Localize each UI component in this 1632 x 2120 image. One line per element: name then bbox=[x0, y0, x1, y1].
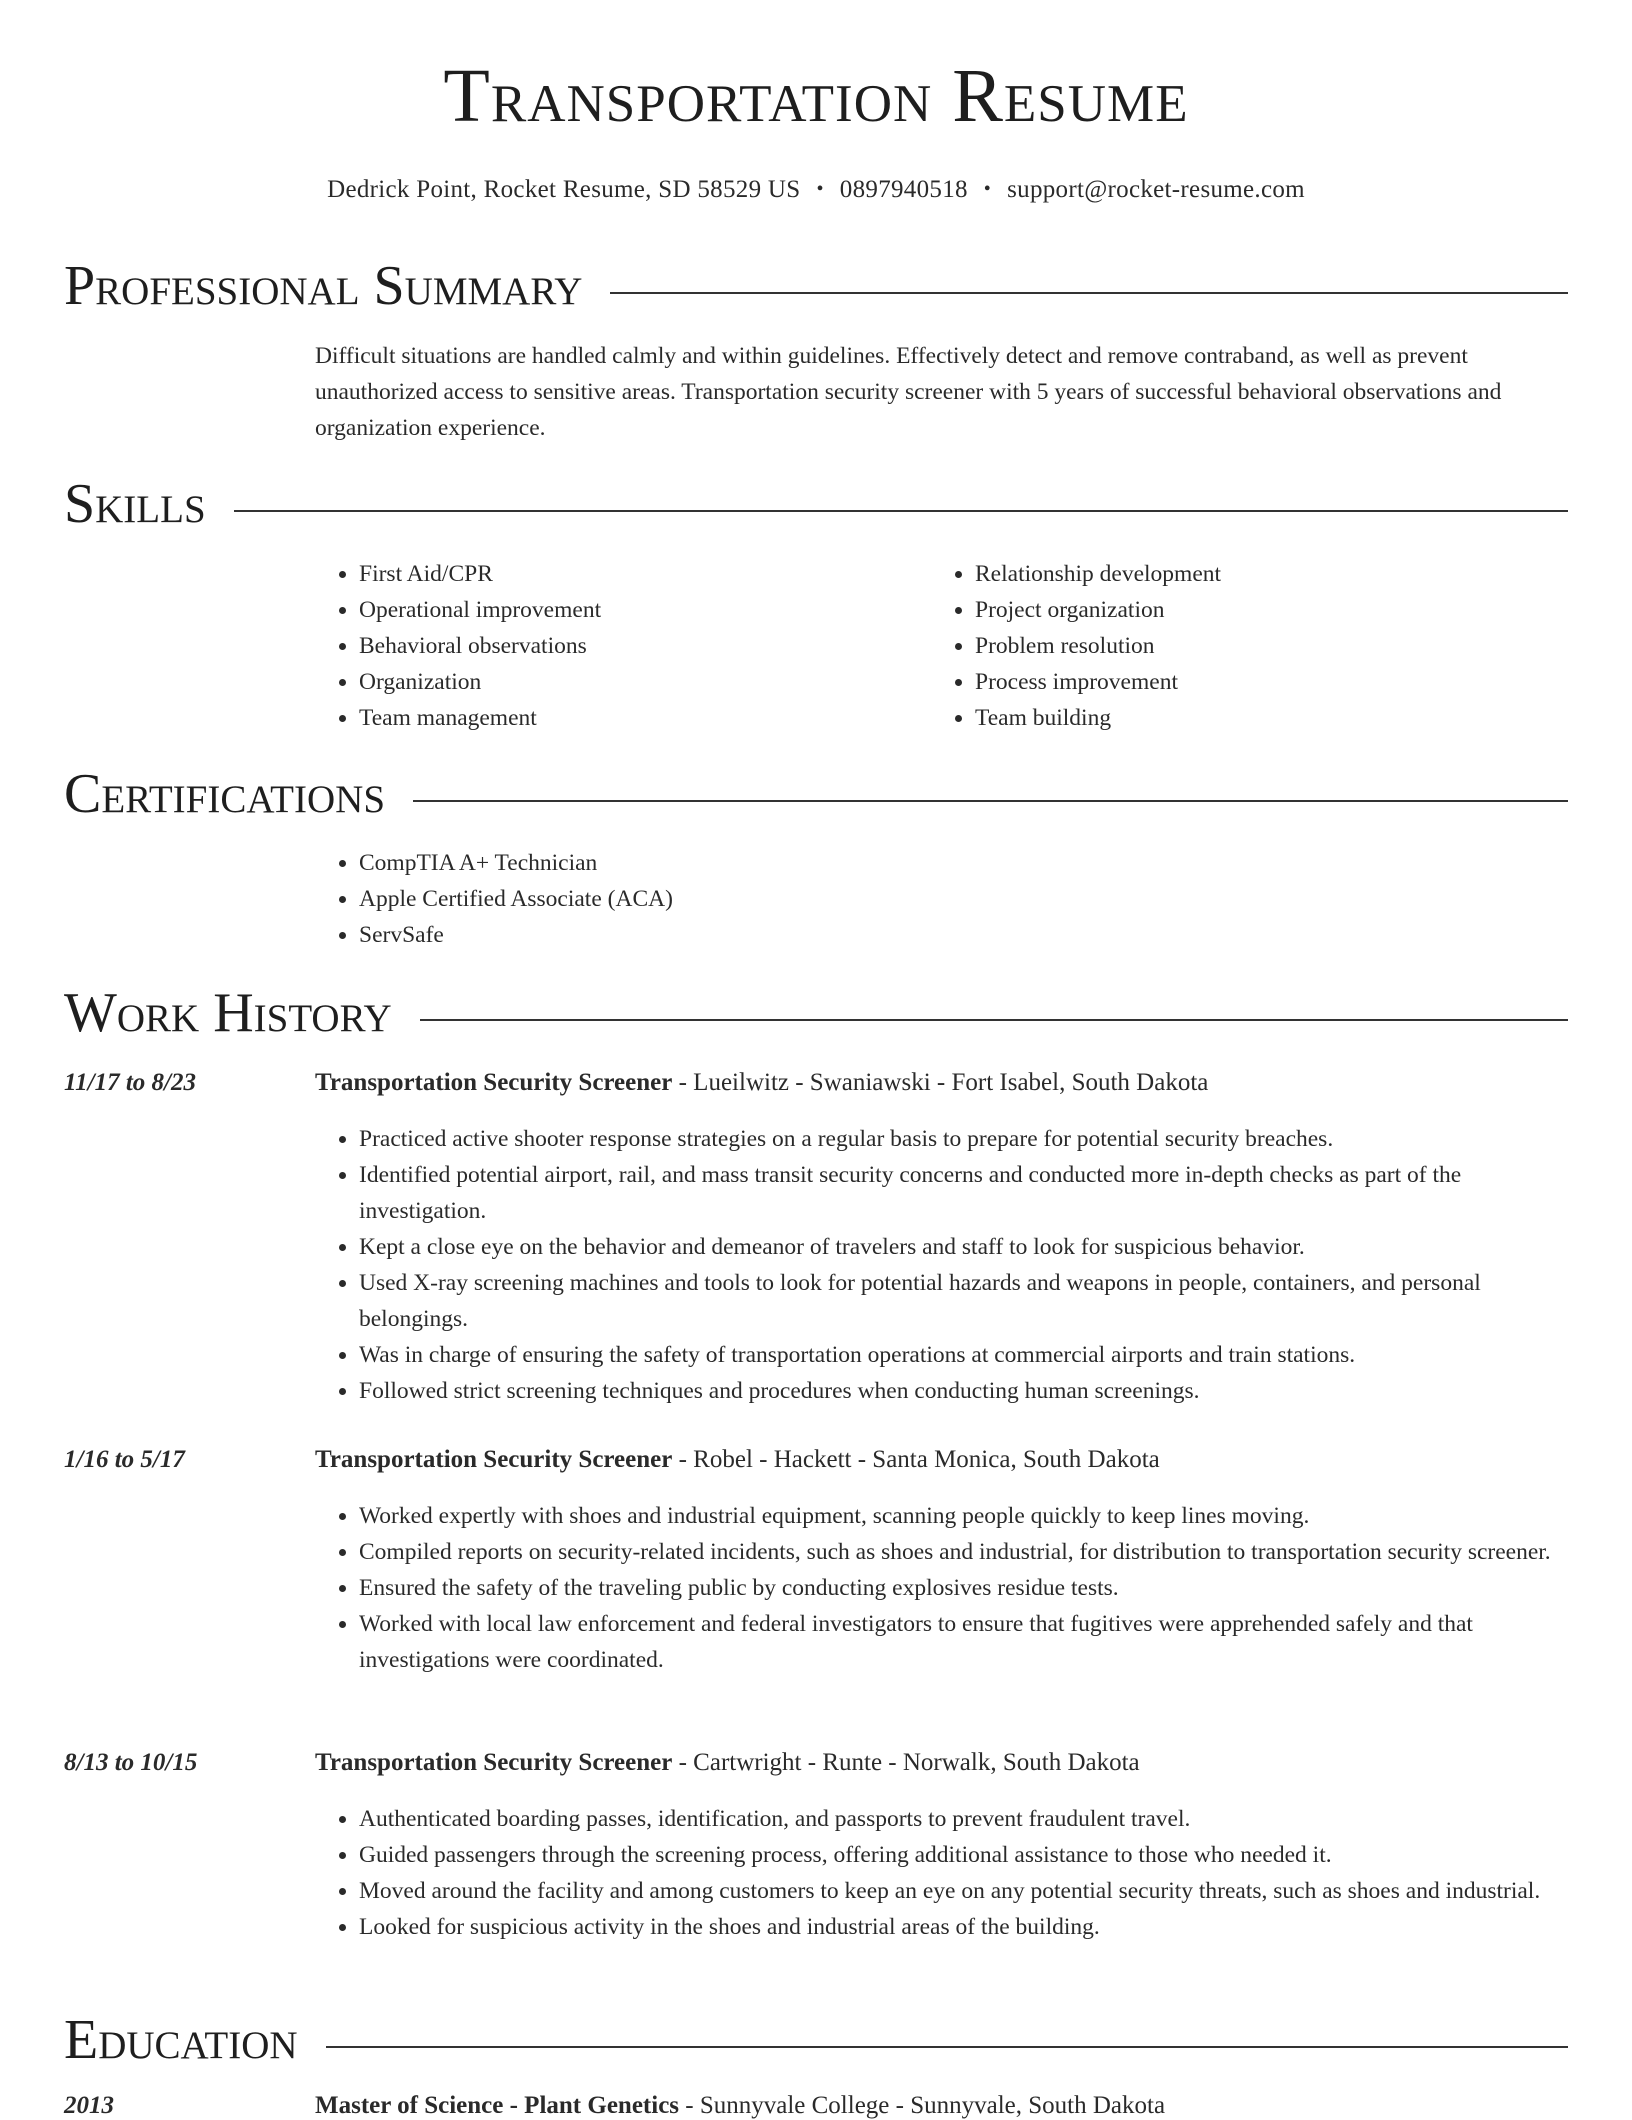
contact-separator: • bbox=[983, 178, 992, 200]
section-heading: Work History bbox=[64, 985, 420, 1041]
duty-item: • Worked with local law enforcement and federal investigators to ensure that fugitives were apprehended safely and that investigations were coordinated. bbox=[359, 1606, 1568, 1678]
duty-item: • Identified potential airport, rail, and mass transit security concerns and conducted more in-depth checks as part of the investigation. bbox=[359, 1157, 1568, 1229]
skill-item: • Team building bbox=[975, 700, 1491, 736]
section-skills bbox=[64, 470, 1568, 540]
summary-text: Difficult situations are handled calmly and within guidelines. Effectively detect and remove contraband, as well as prevent unauthorized access to sensitive areas. Transportation security screener with 5 years of successful behavioral observations and organization experience. bbox=[315, 343, 1502, 441]
section-certifications bbox=[64, 760, 1568, 830]
education-school: - Sunnyvale College - Sunnyvale, South Dakota bbox=[679, 2092, 1166, 2119]
section-professional-summary bbox=[64, 252, 1568, 322]
job-title: Transportation Security Screener bbox=[315, 1749, 673, 1776]
skill-item: • Problem resolution bbox=[975, 628, 1491, 664]
job-dates: 1/16 to 5/17 bbox=[64, 1446, 185, 1473]
duty-item: • Moved around the facility and among customers to keep an eye on any potential security threats, such as shoes and industrial. bbox=[359, 1873, 1568, 1909]
contact-address: Dedrick Point, Rocket Resume, SD 58529 US bbox=[327, 176, 801, 203]
duty-item: • Followed strict screening techniques and procedures when conducting human screenings. bbox=[359, 1373, 1568, 1409]
certification-item: • ServSafe bbox=[359, 917, 1515, 953]
job-duties bbox=[315, 1121, 1568, 1409]
duty-item: • Ensured the safety of the traveling public by conducting explosives residue tests. bbox=[359, 1570, 1568, 1606]
job-employer: - Robel - Hackett - Santa Monica, South Dakota bbox=[672, 1446, 1160, 1473]
education-dates: 2013 bbox=[64, 2092, 114, 2119]
skill-item: • Behavioral observations bbox=[359, 628, 875, 664]
certification-item: • Apple Certified Associate (ACA) bbox=[359, 881, 1515, 917]
duty-item: • Looked for suspicious activity in the shoes and industrial areas of the building. bbox=[359, 1909, 1568, 1945]
section-rule bbox=[64, 510, 1568, 512]
section-heading: Education bbox=[64, 2012, 326, 2068]
job-duties bbox=[315, 1498, 1568, 1678]
education-degree: Master of Science - Plant Genetics bbox=[315, 2092, 680, 2119]
skill-item: • Operational improvement bbox=[359, 592, 875, 628]
section-heading: Professional Summary bbox=[64, 258, 610, 314]
job-employer: - Cartwright - Runte - Norwalk, South Dakota bbox=[672, 1749, 1140, 1776]
contact-phone: 0897940518 bbox=[839, 176, 968, 203]
job-dates: 8/13 to 10/15 bbox=[64, 1749, 198, 1776]
duty-item: • Guided passengers through the screening process, offering additional assistance to those who needed it. bbox=[359, 1837, 1568, 1873]
skill-item: • Relationship development bbox=[975, 556, 1491, 592]
duty-item: • Used X-ray screening machines and tools to look for potential hazards and weapons in people, containers, and personal belongings. bbox=[359, 1265, 1568, 1337]
duty-item: • Practiced active shooter response strategies on a regular basis to prepare for potential security breaches. bbox=[359, 1121, 1568, 1157]
resume-title: Transportation Resume bbox=[443, 54, 1189, 138]
duty-item: • Kept a close eye on the behavior and demeanor of travelers and staff to look for suspicious behavior. bbox=[359, 1229, 1568, 1265]
job-dates: 11/17 to 8/23 bbox=[64, 1069, 196, 1096]
section-heading: Certifications bbox=[64, 766, 413, 822]
skill-item: • Project organization bbox=[975, 592, 1491, 628]
contact-line bbox=[0, 176, 1632, 204]
contact-separator: • bbox=[816, 178, 824, 200]
skill-item: • Team management bbox=[359, 700, 875, 736]
section-heading: Skills bbox=[64, 476, 234, 532]
job-headline bbox=[315, 1446, 1160, 1474]
section-work-history bbox=[64, 979, 1568, 1049]
duty-item: • Was in charge of ensuring the safety of transportation operations at commercial airports and train stations. bbox=[359, 1337, 1568, 1373]
contact-email: support@rocket-resume.com bbox=[1007, 176, 1305, 203]
skill-item: • First Aid/CPR bbox=[359, 556, 875, 592]
education-headline bbox=[315, 2092, 1165, 2120]
job-headline bbox=[315, 1749, 1140, 1777]
job-headline bbox=[315, 1069, 1208, 1097]
duty-item: • Worked expertly with shoes and industrial equipment, scanning people quickly to keep lines moving. bbox=[359, 1498, 1568, 1534]
skill-item: • Organization bbox=[359, 664, 875, 700]
skills-column-left bbox=[315, 556, 875, 736]
job-title: Transportation Security Screener bbox=[315, 1446, 673, 1473]
job-duties bbox=[315, 1801, 1568, 1945]
duty-item: • Authenticated boarding passes, identification, and passports to prevent fraudulent travel. bbox=[359, 1801, 1568, 1837]
skill-item: • Process improvement bbox=[975, 664, 1491, 700]
certification-item: • CompTIA A+ Technician bbox=[359, 845, 1515, 881]
section-education bbox=[64, 2006, 1568, 2076]
job-employer: - Lueilwitz - Swaniawski - Fort Isabel, South Dakota bbox=[672, 1069, 1209, 1096]
certifications-list bbox=[315, 845, 1515, 953]
duty-item: • Compiled reports on security-related incidents, such as shoes and industrial, for distribution to transportation security screener. bbox=[359, 1534, 1568, 1570]
job-title: Transportation Security Screener bbox=[315, 1069, 673, 1096]
skills-column-right bbox=[931, 556, 1491, 736]
